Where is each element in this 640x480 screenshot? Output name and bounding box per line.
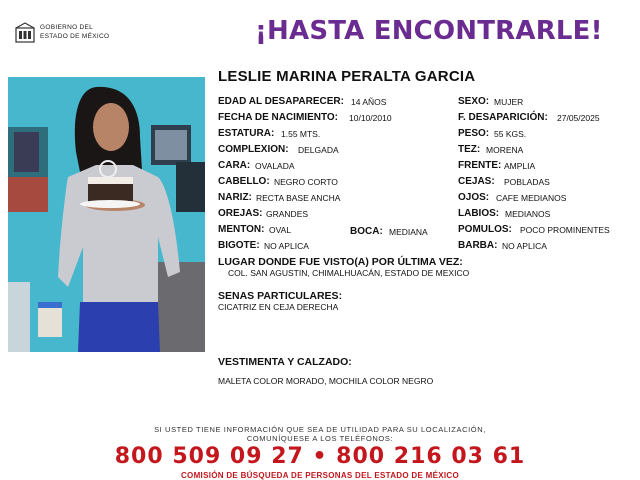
person-name: LESLIE MARINA PERALTA GARCIA xyxy=(218,68,476,85)
senas-label: SENAS PARTICULARES: xyxy=(218,290,343,302)
nacimiento-value: 10/10/2010 xyxy=(349,113,392,123)
edad-value: 14 AÑOS xyxy=(351,97,387,107)
vestimenta-label: VESTIMENTA Y CALZADO: xyxy=(218,356,352,368)
contact-info-line1: SI USTED TIENE INFORMACIÓN QUE SEA DE UTILIDAD PARA SU LOCALIZACIÓN, xyxy=(154,425,486,434)
ojos-label: OJOS: xyxy=(458,192,490,203)
barba-label: BARBA: xyxy=(458,240,498,251)
headline: ¡HASTA ENCONTRARLE! xyxy=(255,16,603,46)
sexo-label: SEXO: xyxy=(458,96,490,107)
nariz-label: NARIZ: xyxy=(218,192,252,203)
pomulos-label: POMULOS: xyxy=(458,224,512,235)
orejas-value: GRANDES xyxy=(266,209,309,219)
barba-value: NO APLICA xyxy=(502,241,547,251)
desaparicion-value: 27/05/2025 xyxy=(557,113,600,123)
government-emblem-icon xyxy=(14,22,36,44)
menton-value: OVAL xyxy=(269,225,292,235)
estatura-value: 1.55 MTS. xyxy=(281,129,321,139)
tez-value: MORENA xyxy=(486,145,524,155)
senas-value: CICATRIZ EN CEJA DERECHA xyxy=(218,302,339,312)
government-name-line1: GOBIERNO DEL xyxy=(40,24,94,31)
commission-name: COMISIÓN DE BÚSQUEDA DE PERSONAS DEL ESTADO DE MÉXICO xyxy=(180,471,459,480)
nariz-value: RECTA BASE ANCHA xyxy=(256,193,341,203)
cara-value: OVALADA xyxy=(255,161,295,171)
ojos-value: CAFE MEDIANOS xyxy=(496,193,567,203)
complexion-value: DELGADA xyxy=(298,145,339,155)
estatura-label: ESTATURA: xyxy=(218,128,275,139)
contact-info-line2: COMUNÍQUESE A LOS TELÉFONOS: xyxy=(246,434,394,443)
cejas-value: POBLADAS xyxy=(504,177,550,187)
sexo-value: MUJER xyxy=(494,97,524,107)
labios-value: MEDIANOS xyxy=(505,209,551,219)
edad-label: EDAD AL DESAPARECER: xyxy=(218,96,344,107)
tez-label: TEZ: xyxy=(458,144,481,155)
bigote-label: BIGOTE: xyxy=(218,240,260,251)
government-name-line2: ESTADO DE MÉXICO xyxy=(40,33,110,40)
cara-label: CARA: xyxy=(218,160,251,171)
cabello-label: CABELLO: xyxy=(218,176,270,187)
boca-value: MEDIANA xyxy=(389,227,428,237)
missing-person-photo xyxy=(8,77,205,352)
labios-label: LABIOS: xyxy=(458,208,500,219)
frente-label: FRENTE: xyxy=(458,160,502,171)
desaparicion-label: F. DESAPARICIÓN: xyxy=(458,112,548,123)
phone-numbers[interactable]: 800 509 09 27 • 800 216 03 61 xyxy=(114,444,526,469)
bigote-value: NO APLICA xyxy=(264,241,309,251)
lugar-value: COL. SAN AGUSTIN, CHIMALHUACÁN, ESTADO DE MEXICO xyxy=(228,268,470,278)
lugar-label: LUGAR DONDE FUE VISTO(A) POR ÚLTIMA VEZ: xyxy=(218,256,463,268)
orejas-label: OREJAS: xyxy=(218,208,263,219)
cejas-label: CEJAS: xyxy=(458,176,495,187)
vestimenta-value: MALETA COLOR MORADO, MOCHILA COLOR NEGRO xyxy=(218,376,434,386)
nacimiento-label: FECHA DE NACIMIENTO: xyxy=(218,112,338,123)
frente-value: AMPLIA xyxy=(504,161,536,171)
complexion-label: COMPLEXION: xyxy=(218,144,289,155)
cabello-value: NEGRO CORTO xyxy=(274,177,338,187)
menton-label: MENTON: xyxy=(218,224,265,235)
pomulos-value: POCO PROMINENTES xyxy=(520,225,610,235)
peso-label: PESO: xyxy=(458,128,490,139)
boca-label: BOCA: xyxy=(350,226,383,237)
peso-value: 55 KGS. xyxy=(494,129,527,139)
